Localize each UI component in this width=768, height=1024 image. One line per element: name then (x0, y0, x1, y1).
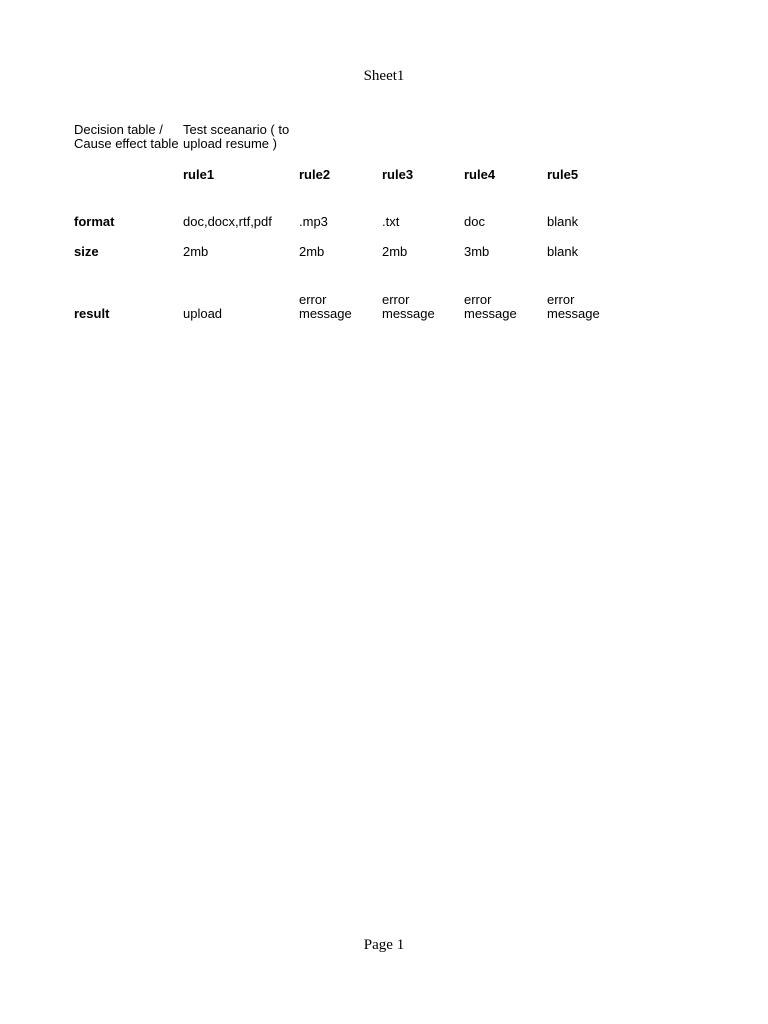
row-label-result: result (74, 306, 110, 321)
size-rule3: 2mb (382, 244, 408, 259)
rule-header-5: rule5 (547, 167, 579, 182)
size-rule2: 2mb (299, 244, 325, 259)
rule-header-3: rule3 (382, 167, 414, 182)
result-rule4-line2: message (464, 306, 517, 321)
decision-table-label-line1: Decision table / (74, 122, 163, 137)
result-rule3-line2: message (382, 306, 435, 321)
format-rule5: blank (547, 214, 579, 229)
decision-table-label-line2: Cause effect table (74, 136, 179, 151)
row-label-size: size (74, 244, 99, 259)
size-rule1: 2mb (183, 244, 209, 259)
test-scenario-label-line2: upload resume ) (183, 136, 277, 151)
size-rule5: blank (547, 244, 579, 259)
result-rule5-line2: message (547, 306, 600, 321)
row-label-format: format (74, 214, 115, 229)
format-rule1: doc,docx,rtf,pdf (183, 214, 272, 229)
rule-header-1: rule1 (183, 167, 215, 182)
size-rule4: 3mb (464, 244, 490, 259)
result-rule2-line1: error (299, 292, 327, 307)
format-rule2: .mp3 (299, 214, 328, 229)
result-rule1: upload (183, 306, 223, 321)
result-rule4-line1: error (464, 292, 492, 307)
sheet-title: Sheet1 (363, 68, 405, 84)
format-rule3: .txt (382, 214, 400, 229)
format-rule4: doc (464, 214, 485, 229)
result-rule3-line1: error (382, 292, 410, 307)
page-number: Page 1 (363, 937, 405, 953)
rule-header-2: rule2 (299, 167, 331, 182)
result-rule5-line1: error (547, 292, 575, 307)
result-rule2-line2: message (299, 306, 352, 321)
test-scenario-label-line1: Test sceanario ( to (183, 122, 290, 137)
rule-header-4: rule4 (464, 167, 496, 182)
